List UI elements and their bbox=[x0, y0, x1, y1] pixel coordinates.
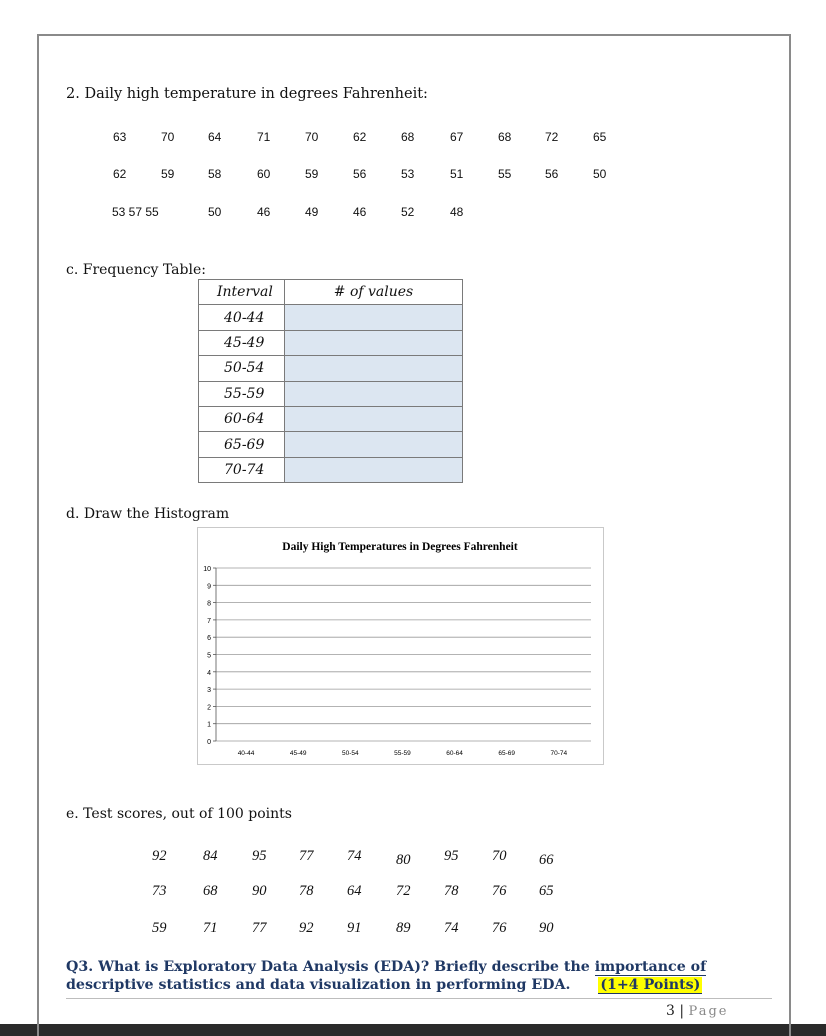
temperature-value: 64 bbox=[208, 130, 222, 144]
test-score-value: 78 bbox=[299, 883, 314, 899]
test-score-value: 89 bbox=[396, 920, 411, 936]
test-score-value: 64 bbox=[347, 883, 362, 899]
question-3 bbox=[66, 958, 706, 994]
interval-cell: 40-44 bbox=[199, 305, 285, 330]
interval-cell: 70-74 bbox=[199, 457, 285, 482]
count-cell[interactable] bbox=[285, 330, 463, 355]
page-number bbox=[666, 1003, 728, 1019]
x-tick-label: 55-59 bbox=[394, 750, 411, 757]
interval-header: Interval bbox=[199, 280, 285, 305]
test-score-value: 77 bbox=[299, 848, 314, 864]
y-tick-label: 8 bbox=[207, 600, 211, 608]
temperature-value: 67 bbox=[450, 130, 464, 144]
temperature-value: 46 bbox=[257, 205, 271, 219]
count-header: # of values bbox=[285, 280, 463, 305]
temperature-value: 59 bbox=[305, 167, 319, 181]
x-tick-label: 45-49 bbox=[289, 750, 307, 757]
interval-cell: 50-54 bbox=[199, 356, 285, 381]
interval-cell: 65-69 bbox=[199, 432, 285, 457]
y-tick-label: 3 bbox=[207, 687, 211, 695]
q3-line1-text: Q3. What is Exploratory Data Analysis (EDA)? Briefly describe the bbox=[66, 959, 595, 975]
y-tick-label: 7 bbox=[207, 617, 211, 625]
temperature-value: 60 bbox=[257, 167, 271, 181]
test-scores-label: e. Test scores, out of 100 points bbox=[66, 806, 292, 822]
x-tick-label: 40-44 bbox=[237, 750, 255, 757]
test-score-value: 90 bbox=[539, 920, 554, 936]
test-score-value: 72 bbox=[396, 883, 411, 899]
page-word: Page bbox=[688, 1004, 729, 1019]
y-tick-label: 1 bbox=[207, 721, 211, 729]
page-number-value: 3 bbox=[666, 1003, 675, 1019]
test-score-value: 68 bbox=[203, 883, 218, 899]
test-score-value: 73 bbox=[152, 883, 167, 899]
temperature-value: 62 bbox=[353, 130, 367, 144]
test-score-value: 76 bbox=[492, 920, 507, 936]
y-tick-label: 9 bbox=[207, 583, 211, 591]
test-score-value: 95 bbox=[252, 848, 267, 864]
test-score-value: 59 bbox=[152, 920, 167, 936]
count-cell[interactable] bbox=[285, 305, 463, 330]
test-score-value: 84 bbox=[203, 848, 218, 864]
temperature-value: 70 bbox=[161, 130, 175, 144]
footer-divider bbox=[66, 998, 772, 999]
test-score-value: 78 bbox=[444, 883, 459, 899]
test-score-value: 74 bbox=[444, 920, 459, 936]
temperature-value: 68 bbox=[401, 130, 415, 144]
temperature-value: 65 bbox=[593, 130, 607, 144]
temperature-value: 53 57 55 bbox=[112, 205, 159, 219]
interval-cell: 45-49 bbox=[199, 330, 285, 355]
temperature-value: 50 bbox=[208, 205, 222, 219]
temperature-value: 49 bbox=[305, 205, 319, 219]
temperature-value: 58 bbox=[208, 167, 222, 181]
page-separator: | bbox=[679, 1003, 685, 1019]
temperature-value: 63 bbox=[113, 130, 127, 144]
test-score-value: 77 bbox=[252, 920, 267, 936]
interval-cell: 55-59 bbox=[199, 381, 285, 406]
q3-line2-text: descriptive statistics and data visualization in performing EDA. bbox=[66, 977, 571, 993]
x-tick-label: 70-74 bbox=[550, 750, 568, 757]
temperature-value: 72 bbox=[545, 130, 559, 144]
temperature-value: 52 bbox=[401, 205, 415, 219]
y-tick-label: 5 bbox=[207, 652, 211, 660]
temperature-value: 71 bbox=[257, 130, 271, 144]
test-score-value: 74 bbox=[347, 848, 362, 864]
test-score-value: 80 bbox=[396, 852, 411, 868]
count-cell[interactable] bbox=[285, 381, 463, 406]
test-score-value: 76 bbox=[492, 883, 507, 899]
temperature-value: 48 bbox=[450, 205, 464, 219]
q3-line1-underlined: importance of bbox=[594, 959, 707, 975]
test-score-value: 92 bbox=[152, 848, 167, 864]
test-score-value: 92 bbox=[299, 920, 314, 936]
histogram-svg bbox=[198, 528, 603, 764]
count-cell[interactable] bbox=[285, 406, 463, 431]
y-tick-label: 6 bbox=[207, 635, 211, 643]
temperature-value: 53 bbox=[401, 167, 415, 181]
points-badge: (1+4 Points) bbox=[600, 977, 701, 993]
frequency-table-label: c. Frequency Table: bbox=[66, 262, 206, 278]
temperature-value: 70 bbox=[305, 130, 319, 144]
temperature-value: 56 bbox=[353, 167, 367, 181]
test-score-value: 70 bbox=[492, 848, 507, 864]
temperature-value: 51 bbox=[450, 167, 464, 181]
test-score-value: 91 bbox=[347, 920, 362, 936]
count-cell[interactable] bbox=[285, 457, 463, 482]
question-2-title: 2. Daily high temperature in degrees Fahrenheit: bbox=[66, 86, 428, 102]
chart-title: Daily High Temperatures in Degrees Fahrenheit bbox=[282, 541, 518, 553]
test-score-value: 71 bbox=[203, 920, 218, 936]
count-cell[interactable] bbox=[285, 432, 463, 457]
y-tick-label: 0 bbox=[207, 739, 211, 746]
test-score-value: 66 bbox=[539, 852, 554, 868]
temperature-value: 50 bbox=[593, 167, 607, 181]
temperature-value: 68 bbox=[498, 130, 512, 144]
test-score-value: 90 bbox=[252, 883, 267, 899]
temperature-value: 55 bbox=[498, 167, 512, 181]
temperature-value: 62 bbox=[113, 167, 127, 181]
temperature-value: 56 bbox=[545, 167, 559, 181]
test-score-value: 65 bbox=[539, 883, 554, 899]
x-tick-label: 60-64 bbox=[446, 750, 463, 757]
count-cell[interactable] bbox=[285, 356, 463, 381]
y-tick-label: 4 bbox=[207, 669, 211, 677]
temperature-value: 46 bbox=[353, 205, 367, 219]
histogram-chart bbox=[197, 527, 604, 765]
x-tick-label: 50-54 bbox=[341, 750, 359, 757]
x-tick-label: 65-69 bbox=[498, 750, 516, 757]
interval-cell: 60-64 bbox=[199, 406, 285, 431]
test-score-value: 95 bbox=[444, 848, 459, 864]
frequency-table bbox=[198, 279, 463, 483]
y-tick-label: 10 bbox=[203, 566, 211, 573]
y-tick-label: 2 bbox=[207, 704, 211, 712]
histogram-label: d. Draw the Histogram bbox=[66, 506, 230, 522]
temperature-value: 59 bbox=[161, 167, 175, 181]
